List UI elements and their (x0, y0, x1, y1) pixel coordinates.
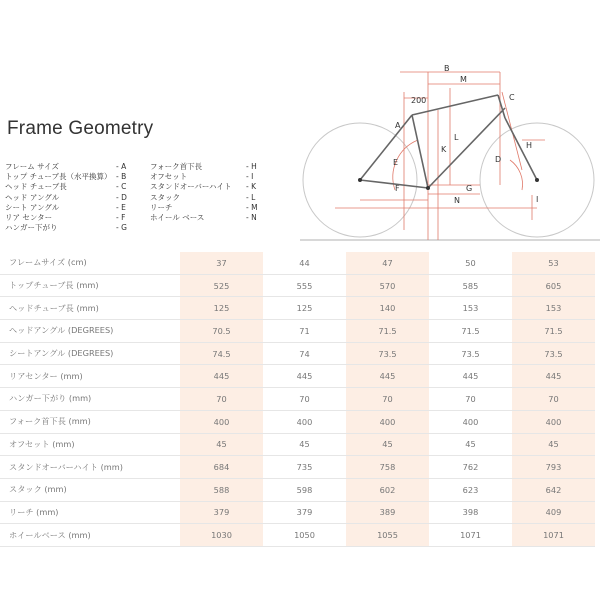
legend-left-key: - A (116, 162, 127, 171)
table-cell: 570 (346, 274, 429, 297)
table-cell: 1071 (429, 524, 512, 547)
rear-axle (358, 178, 362, 182)
table-cell: 398 (429, 501, 512, 524)
diagram-label-i: I (536, 195, 539, 204)
legend-left-label: リア センター (5, 213, 53, 223)
table-cell: 70.5 (180, 320, 263, 343)
table-cell: 445 (346, 365, 429, 388)
table-cell: 762 (429, 456, 512, 479)
table-cell: 45 (346, 433, 429, 456)
table-cell: 45 (512, 433, 595, 456)
table-cell: 379 (180, 501, 263, 524)
table-cell: 400 (180, 410, 263, 433)
legend-left-label: フレーム サイズ (5, 162, 59, 171)
row-label: オフセット (mm) (0, 433, 180, 456)
table-cell: 47 (346, 252, 429, 274)
table-cell: 73.5 (512, 342, 595, 365)
legend-right-label: スタック (150, 192, 180, 202)
legend-right-key: - M (246, 202, 258, 212)
table-cell: 73.5 (429, 342, 512, 365)
table-row (0, 501, 595, 524)
table-cell: 70 (512, 388, 595, 411)
row-label: フレームサイズ (cm) (0, 252, 180, 274)
legend-left-item (5, 223, 130, 233)
legend-right-label: リーチ (150, 202, 173, 212)
table-row (0, 410, 595, 433)
table-cell: 70 (180, 388, 263, 411)
legend-right-key: - I (246, 172, 254, 182)
table-cell: 445 (180, 365, 263, 388)
table-row (0, 274, 595, 297)
diagram-label-h: H (526, 141, 533, 150)
table-cell: 1055 (346, 524, 429, 547)
table-cell: 400 (346, 410, 429, 433)
table-cell: 623 (429, 478, 512, 501)
table-cell: 50 (429, 252, 512, 274)
legend-left-item (5, 213, 130, 223)
legend-right-label: スタンドオーバーハイト (150, 182, 232, 192)
diagram-label-e: E (393, 158, 399, 167)
table-cell: 71.5 (346, 320, 429, 343)
legend-left-key: - G (116, 223, 127, 233)
table-cell: 389 (346, 501, 429, 524)
table-cell: 445 (512, 365, 595, 388)
table-row (0, 524, 595, 547)
diagram-label-l: L (454, 133, 459, 142)
table-cell: 74 (263, 342, 346, 365)
legend-right-label: オフセット (150, 172, 188, 182)
diagram-label-a: A (395, 121, 401, 130)
table-cell: 379 (263, 501, 346, 524)
legend-right-item (150, 213, 260, 223)
legend-left-item (5, 193, 130, 203)
legend-left-label: トップ チューブ長（水平換算） (5, 172, 112, 182)
table-cell: 588 (180, 478, 263, 501)
legend-left-key: - B (116, 172, 127, 182)
legend-left-label: ハンガー下がり (5, 223, 58, 233)
table-cell: 153 (429, 297, 512, 320)
table-cell: 400 (263, 410, 346, 433)
legend-left-item (5, 172, 130, 182)
diagram-label-n: N (454, 196, 460, 205)
diagram-label-d: D (495, 155, 502, 164)
table-cell: 70 (429, 388, 512, 411)
down-tube (428, 108, 505, 188)
legend-left-item (5, 162, 130, 172)
legend-right-item (150, 182, 260, 192)
row-label: リーチ (mm) (0, 501, 180, 524)
front-axle (535, 178, 539, 182)
table-cell: 1071 (512, 524, 595, 547)
legend-right-key: - L (246, 192, 256, 202)
table-cell: 1030 (180, 524, 263, 547)
table-cell: 125 (263, 297, 346, 320)
table-cell: 445 (263, 365, 346, 388)
table-row (0, 297, 595, 320)
table-cell: 525 (180, 274, 263, 297)
table-cell: 598 (263, 478, 346, 501)
row-label: ホイールベース (mm) (0, 524, 180, 547)
legend-left-label: シート アングル (5, 202, 60, 212)
row-label: スタンドオーバーハイト (mm) (0, 456, 180, 479)
bottom-bracket (426, 186, 430, 190)
table-cell: 74.5 (180, 342, 263, 365)
legend-right-item (150, 162, 260, 172)
table-cell: 71.5 (429, 320, 512, 343)
table-cell: 45 (180, 433, 263, 456)
table-cell: 400 (512, 410, 595, 433)
diagram-label-b: B (444, 64, 450, 73)
table-row (0, 388, 595, 411)
row-label: ヘッドアングル (DEGREES) (0, 320, 180, 343)
row-label: ヘッドチューブ長 (mm) (0, 297, 180, 320)
table-cell: 684 (180, 456, 263, 479)
legend-left-item (5, 182, 130, 192)
legend-left-key: - F (116, 213, 126, 223)
legend-right-item (150, 172, 260, 182)
table-cell: 70 (346, 388, 429, 411)
table-cell: 140 (346, 297, 429, 320)
legend-left-key: - D (116, 192, 127, 202)
table-cell: 153 (512, 297, 595, 320)
diagram-label-k: K (441, 145, 447, 154)
table-cell: 793 (512, 456, 595, 479)
table-cell: 585 (429, 274, 512, 297)
legend-right-item (150, 193, 260, 203)
table-cell: 73.5 (346, 342, 429, 365)
table-cell: 409 (512, 501, 595, 524)
legend-right (150, 162, 260, 223)
table-row (0, 320, 595, 343)
page-title: Frame Geometry (7, 118, 154, 139)
frame-geometry-diagram (300, 64, 600, 250)
table-cell: 53 (512, 252, 595, 274)
table-cell: 555 (263, 274, 346, 297)
table-cell: 605 (512, 274, 595, 297)
table-cell: 71.5 (512, 320, 595, 343)
table-cell: 45 (263, 433, 346, 456)
row-label: リアセンター (mm) (0, 365, 180, 388)
diagram-label-200: 200 (411, 96, 427, 105)
legend-right-key: - H (246, 162, 257, 171)
row-label: トップチューブ長 (mm) (0, 274, 180, 297)
table-row (0, 433, 595, 456)
legend-left-item (5, 203, 130, 213)
legend-right-key: - K (246, 182, 257, 192)
diagram-label-g: G (466, 184, 473, 193)
table-cell: 400 (429, 410, 512, 433)
table-cell: 758 (346, 456, 429, 479)
table-cell: 642 (512, 478, 595, 501)
table-cell: 445 (429, 365, 512, 388)
geometry-table (0, 252, 595, 547)
table-cell: 71 (263, 320, 346, 343)
table-cell: 37 (180, 252, 263, 274)
legend-left-key: - C (116, 182, 127, 192)
fork (505, 118, 537, 180)
legend-left (5, 162, 130, 233)
legend-left-label: ヘッド チューブ長 (5, 182, 67, 192)
table-row (0, 456, 595, 479)
row-label: フォーク首下長 (mm) (0, 410, 180, 433)
diagram-label-f: F (395, 184, 400, 193)
table-cell: 125 (180, 297, 263, 320)
row-label: ハンガー下がり (mm) (0, 388, 180, 411)
table-cell: 44 (263, 252, 346, 274)
legend-left-key: - E (116, 202, 126, 212)
table-row (0, 342, 595, 365)
table-cell: 1050 (263, 524, 346, 547)
legend-right-item (150, 203, 260, 213)
legend-right-label: フォーク首下長 (150, 162, 203, 171)
row-label: シートアングル (DEGREES) (0, 342, 180, 365)
table-row (0, 365, 595, 388)
legend-right-key: - N (246, 213, 257, 223)
diagram-label-c: C (509, 93, 515, 102)
table-row (0, 252, 595, 274)
table-cell: 602 (346, 478, 429, 501)
row-label: スタック (mm) (0, 478, 180, 501)
legend-right-label: ホイール ベース (150, 213, 205, 223)
diagram-label-m: M (460, 75, 467, 84)
table-cell: 45 (429, 433, 512, 456)
seat-tube (412, 115, 428, 188)
table-cell: 70 (263, 388, 346, 411)
table-row (0, 478, 595, 501)
table-cell: 735 (263, 456, 346, 479)
legend-left-label: ヘッド アングル (5, 192, 60, 202)
